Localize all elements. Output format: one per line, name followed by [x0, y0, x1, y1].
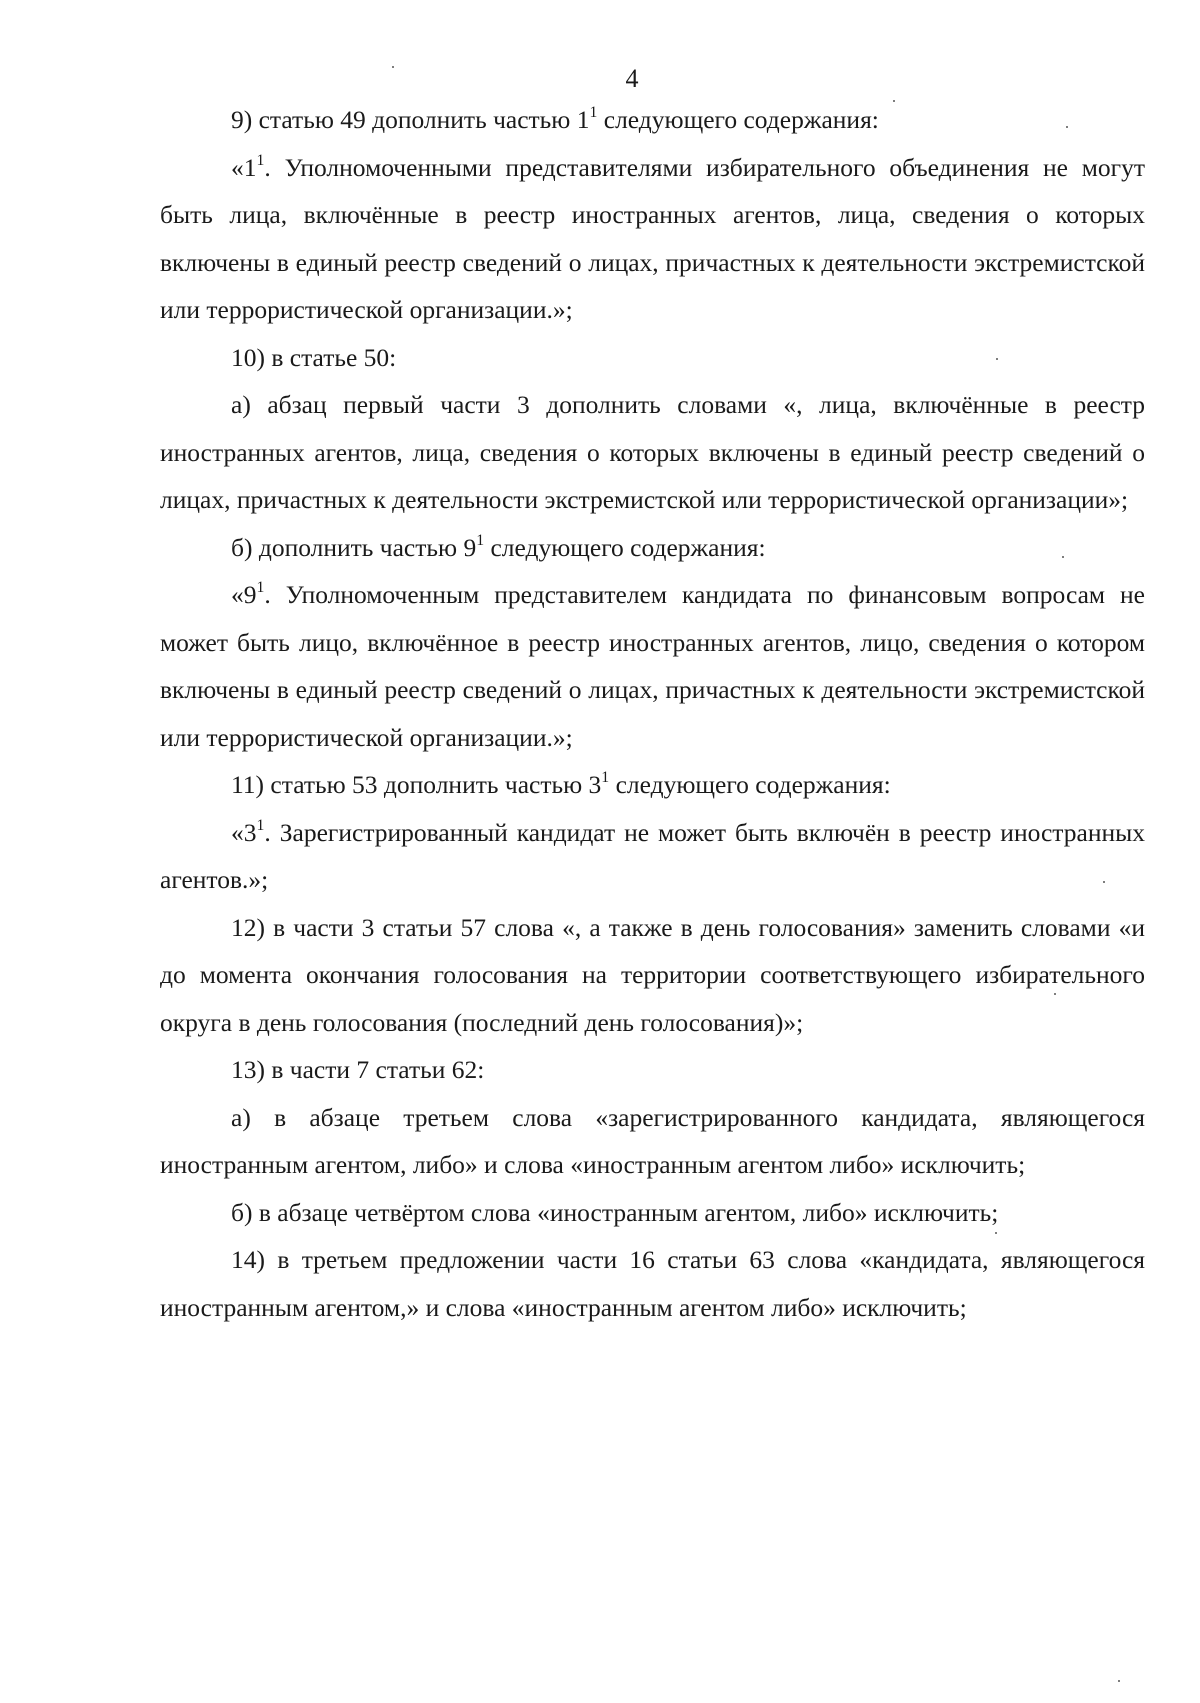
paragraph-item-10b: б) дополнить частью $9^1$ следующего содержания:	[231, 531, 766, 562]
scan-speck	[995, 1232, 997, 1234]
paragraph-item-12: 12) в части 3 статьи 57 слова «, а также в день голосования» заменить словами «и до момента окончания голосования на территории соответствующего избирательного округа в день голосования (последний день голосования)»;	[160, 912, 1145, 1037]
paragraph-item-11: 11) статью 53 дополнить частью $3^1$ следующего содержания:	[231, 768, 891, 799]
scan-speck	[1118, 1680, 1120, 1682]
page-number: 4	[625, 64, 639, 93]
scan-speck	[392, 66, 394, 68]
scan-speck	[1103, 881, 1105, 883]
scan-speck	[1054, 993, 1056, 995]
paragraph-item-13a: а) в абзаце третьем слова «зарегистрированного кандидата, являющегося иностранным агентом, либо» и слова «иностранным агентом либо» исключить;	[160, 1102, 1145, 1179]
paragraph-item-14: 14) в третьем предложении части 16 статьи 63 слова «кандидата, являющегося иностранным агентом,» и слова «иностранным агентом либо» исключить;	[160, 1245, 1145, 1322]
paragraph-item-13b: б) в абзаце четвёртом слова «иностранным агентом, либо» исключить;	[231, 1197, 999, 1227]
document-body	[160, 96, 1145, 1331]
paragraph-item-10a: а) абзац первый части 3 дополнить словами «, лица, включённые в реестр иностранных агентов, лица, сведения о которых включены в единый реестр сведений о лицах, причастных к деятельности экстремистской или террористической организации»;	[160, 390, 1145, 514]
paragraph-item-10: 10) в статье 50:	[231, 342, 397, 372]
scan-speck	[1062, 556, 1064, 558]
scan-speck	[996, 358, 998, 360]
scan-speck	[893, 100, 895, 102]
scan-speck	[1066, 126, 1068, 128]
paragraph-item-9: 9) статью 49 дополнить частью $1^1$ следующего содержания:	[231, 103, 879, 134]
paragraph-quote-1-1: «$1^1$. Уполномоченными представителями избирательного объединения не могут быть лица, включённые в реестр иностранных агентов, лица, сведения о которых включены в единый реестр сведений о лицах, причастных к деятельности экстремистской или террористической организации.»;	[160, 151, 1145, 324]
paragraph-quote-9-1: «$9^1$. Уполномоченным представителем кандидата по финансовым вопросам не может быть лицо, включённое в реестр иностранных агентов, лицо, сведения о котором включены в единый реестр сведений о лицах, причастных к деятельности экстремистской или террористической организации.»;	[160, 578, 1145, 752]
paragraph-quote-3-1: «$3^1$. Зарегистрированный кандидат не может быть включён в реестр иностранных агентов.»;	[160, 816, 1145, 894]
paragraph-item-13: 13) в части 7 статьи 62:	[231, 1055, 485, 1084]
